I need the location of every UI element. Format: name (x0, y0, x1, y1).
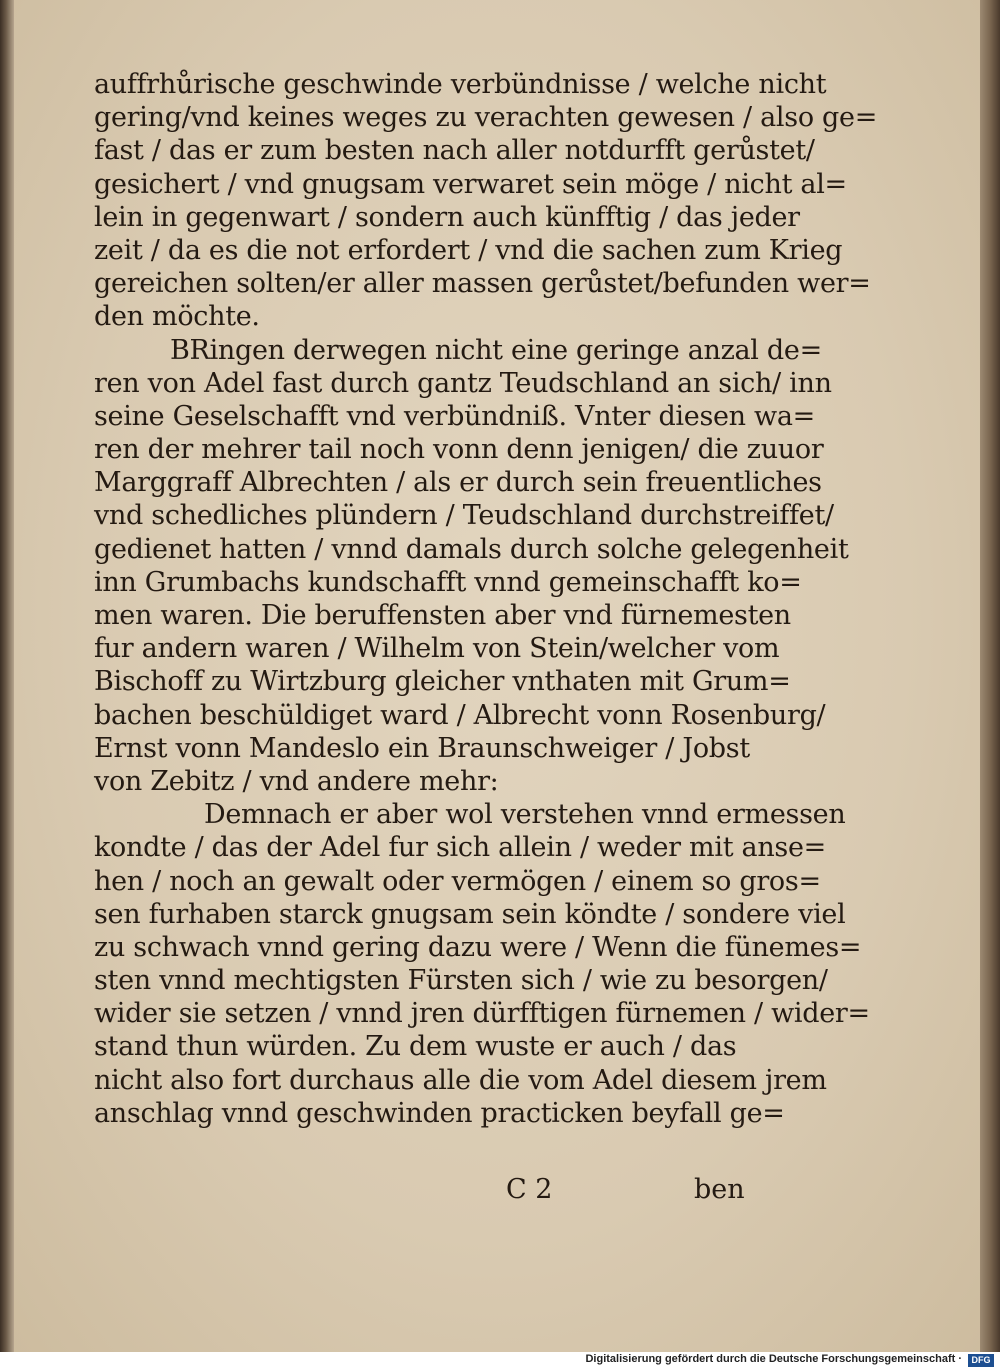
text-line: zu schwach vnnd gering dazu were / Wenn die fünemes= (94, 931, 862, 963)
text-line: stand thun würden. Zu dem wuste er auch / das (94, 1031, 737, 1063)
page-foot (14, 1174, 980, 1210)
text-line: fast / das er zum besten nach aller notdurfft gerůstet/ (94, 135, 815, 167)
text-line: anschlag vnnd geschwinden practicken beyfall ge= (94, 1097, 785, 1129)
text-line: nicht also fort durchaus alle die vom Adel diesem jrem (94, 1064, 827, 1096)
text-line: men waren. Die beruffensten aber vnd fürnemesten (94, 600, 791, 631)
text-line: zeit / da es die not erfordert / vnd die sachen zum Krieg (94, 234, 843, 266)
paragraph-start-line: BRingen derwegen nicht eine geringe anzal de= (170, 334, 822, 366)
text-line: Ernst vonn Mandeslo ein Braunschweiger / Jobst (94, 732, 750, 764)
text-line: gereichen solten/er aller massen gerůstet/befunden wer= (94, 268, 871, 300)
text-line: lein in gegenwart / sondern auch künfftig / das jeder (94, 201, 800, 233)
text-line: kondte / das der Adel fur sich allein / weder mit anse= (94, 832, 826, 864)
text-line: von Zebitz / vnd andere mehr: (94, 765, 499, 797)
text-line: hen / noch an gewalt oder vermögen / einem so gros= (94, 865, 821, 897)
text-line: gesichert / vnd gnugsam verwaret sein möge / nicht al= (94, 168, 847, 200)
catchword: ben (694, 1174, 745, 1205)
text-line: fur andern waren / Wilhelm von Stein/welcher vom (94, 633, 780, 665)
text-line: Marggraff Albrechten / als er durch sein freuentliches (94, 467, 822, 499)
signature-mark: C 2 (506, 1174, 553, 1205)
text-line: gedienet hatten / vnnd damals durch solche gelegenheit (94, 533, 849, 565)
text-line: seine Geselschafft vnd verbündniß. Vnter diesen wa= (94, 400, 815, 432)
text-line: wider sie setzen / vnnd jren dürfftigen fürnemen / wider= (94, 998, 870, 1030)
text-line: den möchte. (94, 301, 260, 333)
text-line: vnd schedliches plündern / Teudschland durchstreiffet/ (94, 500, 834, 532)
book-page (14, 0, 980, 1352)
text-line: inn Grumbachs kundschafft vnnd gemeinschafft ko= (94, 566, 802, 598)
dfg-logo-icon: DFG (968, 1354, 994, 1367)
page-text (94, 68, 878, 1130)
text-line: bachen beschüldiget ward / Albrecht vonn Rosenburg/ (94, 699, 826, 731)
text-line: Bischoff zu Wirtzburg gleicher vnthaten mit Grum= (94, 666, 791, 698)
funding-notice: Digitalisierung gefördert durch die Deutsche Forschungsgemeinschaft · (585, 1353, 962, 1365)
text-line: ren von Adel fast durch gantz Teudschland an sich/ inn (94, 367, 832, 399)
text-line: ren der mehrer tail noch vonn denn jenigen/ die zuuor (94, 434, 824, 466)
text-line: gering/vnd keines weges zu verachten gewesen / also ge= (94, 102, 878, 134)
text-line: sen furhaben starck gnugsam sein köndte / sondere viel (94, 898, 846, 930)
paragraph-start-line: Demnach er aber wol verstehen vnnd ermessen (204, 799, 846, 831)
text-line: auffrhůrische geschwinde verbündnisse / welche nicht (94, 69, 827, 100)
text-line: sten vnnd mechtigsten Fürsten sich / wie zu besorgen/ (94, 965, 828, 997)
funding-footer (0, 1352, 1000, 1370)
